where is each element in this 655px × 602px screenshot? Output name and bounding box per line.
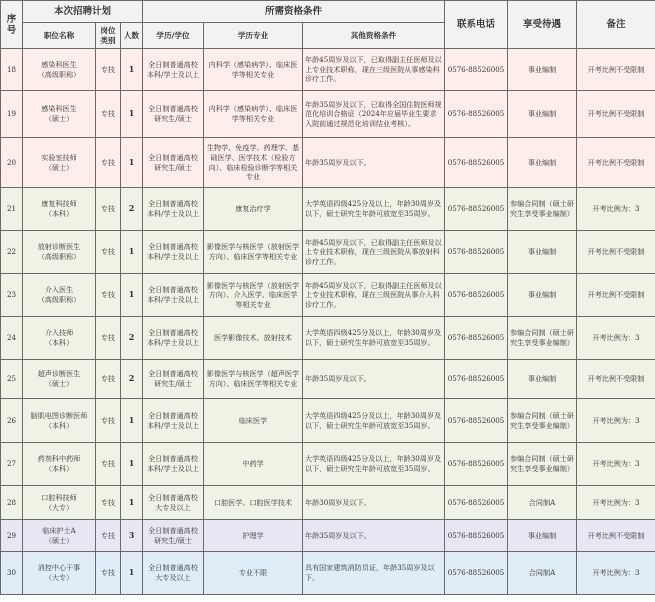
row-count: 1 [121,231,143,274]
position-level-note: （高级职称） [37,252,81,261]
row-seq: 28 [1,486,23,520]
row-position-type: 专技 [96,317,121,360]
row-major: 内科学（感染病学）、临床医学等相关专业 [204,49,303,91]
row-other-requirements: 年龄45周岁及以下，已取得副主任医师及以上专业技术职称，现在三级医院从事介入科诊疗工作。 [303,274,445,317]
table-row [1,317,655,360]
row-other-requirements: 年龄35周岁及以下。 [303,138,445,188]
row-remarks: 开考比例为：3 [577,552,655,595]
row-position-type: 专技 [96,486,121,520]
row-major: 影像医学与核医学（放射医学方向）、介入医学、临床医学等相关专业 [204,274,303,317]
header-count: 人数 [121,23,143,49]
row-education: 全日制普通高校研究生/硕士 [143,360,204,399]
row-phone: 0576-88526005 [445,486,508,520]
row-other-requirements: 年龄35周岁及以下。 [303,520,445,552]
position-level-note: （硕士） [44,114,74,123]
row-phone: 0576-88526005 [445,443,508,486]
row-major: 医学影像技术、放射技术 [204,317,303,360]
row-education: 全日制普通高校本科/学士及以上 [143,443,204,486]
row-treatment: 事业编制 [508,138,577,188]
row-education: 全日制普通高校本科/学士及以上 [143,49,204,91]
row-position-name [23,317,96,360]
table-row [1,399,655,443]
position-name-text: 介入技师 [44,328,74,338]
row-count: 1 [121,443,143,486]
row-remarks: 开考比例不受限制 [577,274,655,317]
table-row [1,443,655,486]
row-seq: 23 [1,274,23,317]
row-remarks: 开考比例为：3 [577,188,655,231]
position-name-text: 超声诊断医生 [37,369,81,379]
row-position-type: 专技 [96,274,121,317]
row-count: 1 [121,91,143,138]
header-education: 学历/学位 [143,23,204,49]
row-major: 临床医学 [204,399,303,443]
row-major: 康复治疗学 [204,188,303,231]
table-row [1,486,655,520]
row-remarks: 开考比例不受限制 [577,91,655,138]
row-seq: 20 [1,138,23,188]
row-other-requirements: 大学英语四级425分及以上，年龄30周岁及以下，硕士研究生年龄可放宽至35周岁。 [303,317,445,360]
position-level-note: （本科） [44,209,74,218]
header-phone: 联系电话 [445,1,508,49]
row-position-type: 专技 [96,399,121,443]
row-phone: 0576-88526005 [445,399,508,443]
row-count: 1 [121,486,143,520]
position-name-text: 口腔科技师 [41,492,77,502]
header-major: 学历专业 [204,23,303,49]
position-name-text: 感染科医生 [41,59,77,69]
row-treatment: 事业编制 [508,49,577,91]
row-seq: 21 [1,188,23,231]
position-name-text: 感染科医生 [41,104,77,114]
row-position-name [23,520,96,552]
row-position-type: 专技 [96,49,121,91]
row-position-type: 专技 [96,138,121,188]
row-other-requirements: 具有国家建筑消防员证，年龄35周岁及以下。 [303,552,445,595]
row-phone: 0576-88526005 [445,520,508,552]
row-treatment: 事业编制 [508,520,577,552]
row-other-requirements: 年龄30周岁及以下。 [303,486,445,520]
row-position-name [23,274,96,317]
row-education: 全日制普通高校本科/学士及以上 [143,188,204,231]
row-position-name [23,231,96,274]
row-remarks: 开考比例为：3 [577,317,655,360]
position-level-note: （硕士） [44,379,74,388]
header-requirements: 所需资格条件 [143,1,445,23]
position-name-text: 脑肌电图诊断医师 [30,410,88,420]
row-remarks: 开考比例不受限制 [577,520,655,552]
row-position-name [23,91,96,138]
row-treatment: 合同制A [508,486,577,520]
row-education: 全日制普通高校本科/学士及以上 [143,231,204,274]
row-position-type: 专技 [96,520,121,552]
row-seq: 29 [1,520,23,552]
row-position-name [23,360,96,399]
position-level-note: （高级职称） [37,69,81,79]
position-name-text: 消控中心干事 [37,563,81,573]
row-phone: 0576-88526005 [445,231,508,274]
row-seq: 27 [1,443,23,486]
row-count: 3 [121,520,143,552]
row-seq: 19 [1,91,23,138]
row-count: 1 [121,274,143,317]
row-treatment: 事业编制 [508,91,577,138]
table-row [1,552,655,595]
position-level-note: （本科） [44,420,74,430]
row-education: 全日制普通高校大专及以上 [143,552,204,595]
row-other-requirements: 大学英语四级425分及以上，年龄30周岁及以下，硕士研究生年龄可放宽至35周岁。 [303,188,445,231]
row-treatment: 参编合同制（硕士研究生享受事业编制） [508,399,577,443]
row-position-name [23,188,96,231]
header-seq: 序号 [1,1,23,49]
row-seq: 25 [1,360,23,399]
row-major: 影像医学与核医学（超声医学方向）、临床医学等相关专业 [204,360,303,399]
row-other-requirements: 年龄35周岁及以下。 [303,360,445,399]
table-row [1,231,655,274]
table-row [1,274,655,317]
row-major: 专业不限 [204,552,303,595]
row-remarks: 开考比例为：3 [577,486,655,520]
row-major: 中药学 [204,443,303,486]
row-treatment: 事业编制 [508,360,577,399]
row-other-requirements: 年龄45周岁及以下，已取得副主任医师及以上专业技术职称，现在三级医院从事感染科诊疗工作。 [303,49,445,91]
row-remarks: 开考比例不受限制 [577,360,655,399]
row-position-name [23,49,96,91]
table-row [1,520,655,552]
position-level-note: （硕士） [44,162,74,172]
table-row [1,138,655,188]
row-major: 护理学 [204,520,303,552]
row-education: 全日制普通高校研究生/硕士 [143,520,204,552]
row-remarks: 开考比例为：3 [577,399,655,443]
row-position-name [23,443,96,486]
position-level-note: （本科） [44,464,74,473]
row-phone: 0576-88526005 [445,49,508,91]
position-level-note: （高级职称） [37,295,81,304]
row-position-type: 专技 [96,360,121,399]
position-name-text: 介入医生 [44,285,74,295]
row-phone: 0576-88526005 [445,138,508,188]
row-seq: 26 [1,399,23,443]
header-position-type: 岗位类别 [96,23,121,49]
table-header [1,1,655,49]
row-seq: 24 [1,317,23,360]
row-count: 1 [121,49,143,91]
row-other-requirements: 年龄45周岁及以下，已取得副主任医师及以上专业技术职称，现在三级医院从事放射科诊疗工作。 [303,231,445,274]
row-major: 影像医学与核医学（放射医学方向）、临床医学等相关专业 [204,231,303,274]
position-name-text: 康复科技师 [41,199,77,209]
row-count: 1 [121,138,143,188]
position-level-note: （大专） [44,573,74,582]
row-treatment: 参编合同制（硕士研究生享受事业编制） [508,443,577,486]
row-treatment: 参编合同制（硕士研究生享受事业编制） [508,317,577,360]
header-plan: 本次招聘计划 [23,1,143,23]
row-position-type: 专技 [96,188,121,231]
row-position-type: 专技 [96,443,121,486]
row-position-type: 专技 [96,231,121,274]
row-position-type: 专技 [96,91,121,138]
row-position-type: 专技 [96,552,121,595]
position-name-text: 药剂科中药师 [37,454,81,464]
row-phone: 0576-88526005 [445,188,508,231]
row-position-name [23,138,96,188]
header-remarks: 备注 [577,1,655,49]
row-position-name [23,486,96,520]
row-remarks: 开考比例不受限制 [577,49,655,91]
row-count: 1 [121,552,143,595]
position-name-text: 放射诊断医生 [37,242,81,252]
row-education: 全日制普通高校本科/学士及以上 [143,317,204,360]
row-remarks: 开考比例不受限制 [577,138,655,188]
row-phone: 0576-88526005 [445,552,508,595]
position-level-note: （硕士） [44,535,74,545]
position-level-note: （大专） [44,502,74,512]
row-education: 全日制普通高校大专及以上 [143,486,204,520]
table-row [1,91,655,138]
header-other: 其他资格条件 [303,23,445,49]
table-body [1,49,655,595]
row-position-name [23,552,96,595]
table-row [1,49,655,91]
row-seq: 30 [1,552,23,595]
position-name-text: 实验室技师 [41,152,77,162]
header-treatment: 享受待遇 [508,1,577,49]
table-row [1,360,655,399]
row-treatment: 合同制A [508,552,577,595]
row-phone: 0576-88526005 [445,317,508,360]
row-position-name [23,399,96,443]
row-phone: 0576-88526005 [445,91,508,138]
row-phone: 0576-88526005 [445,274,508,317]
row-other-requirements: 年龄35周岁及以下，已取得全国住院医师规范化培训合格证（2024年应届毕业生要求入院前通过规范化培训结业考核）。 [303,91,445,138]
row-treatment: 参编合同制（硕士研究生享受事业编制） [508,188,577,231]
row-major: 生物学、免疫学、药理学、基础医学、医学技术（检验方向）、临床检验诊断学等相关专业 [204,138,303,188]
row-treatment: 事业编制 [508,274,577,317]
row-count: 1 [121,399,143,443]
row-remarks: 开考比例不受限制 [577,231,655,274]
row-seq: 18 [1,49,23,91]
header-position-name: 职位名称 [23,23,96,49]
row-education: 全日制普通高校本科/学士及以上 [143,274,204,317]
row-remarks: 开考比例为：3 [577,443,655,486]
row-other-requirements: 大学英语四级425分及以上，年龄30周岁及以下，硕士研究生年龄可放宽至35周岁。 [303,399,445,443]
position-level-note: （本科） [44,338,74,347]
row-major: 口腔医学、口腔医学技术 [204,486,303,520]
row-phone: 0576-88526005 [445,360,508,399]
position-name-text: 临床护士A [42,525,76,535]
row-count: 2 [121,188,143,231]
row-other-requirements: 大学英语四级425分及以上，年龄30周岁及以下，硕士研究生年龄可放宽至35周岁。 [303,443,445,486]
row-count: 2 [121,317,143,360]
row-major: 内科学（感染病学）、临床医学等相关专业 [204,91,303,138]
row-education: 全日制普通高校研究生/硕士 [143,91,204,138]
row-treatment: 事业编制 [508,231,577,274]
row-education: 全日制普通高校本科/学士及以上 [143,399,204,443]
table-row [1,188,655,231]
row-seq: 22 [1,231,23,274]
row-count: 2 [121,360,143,399]
row-education: 全日制普通高校研究生/硕士 [143,138,204,188]
